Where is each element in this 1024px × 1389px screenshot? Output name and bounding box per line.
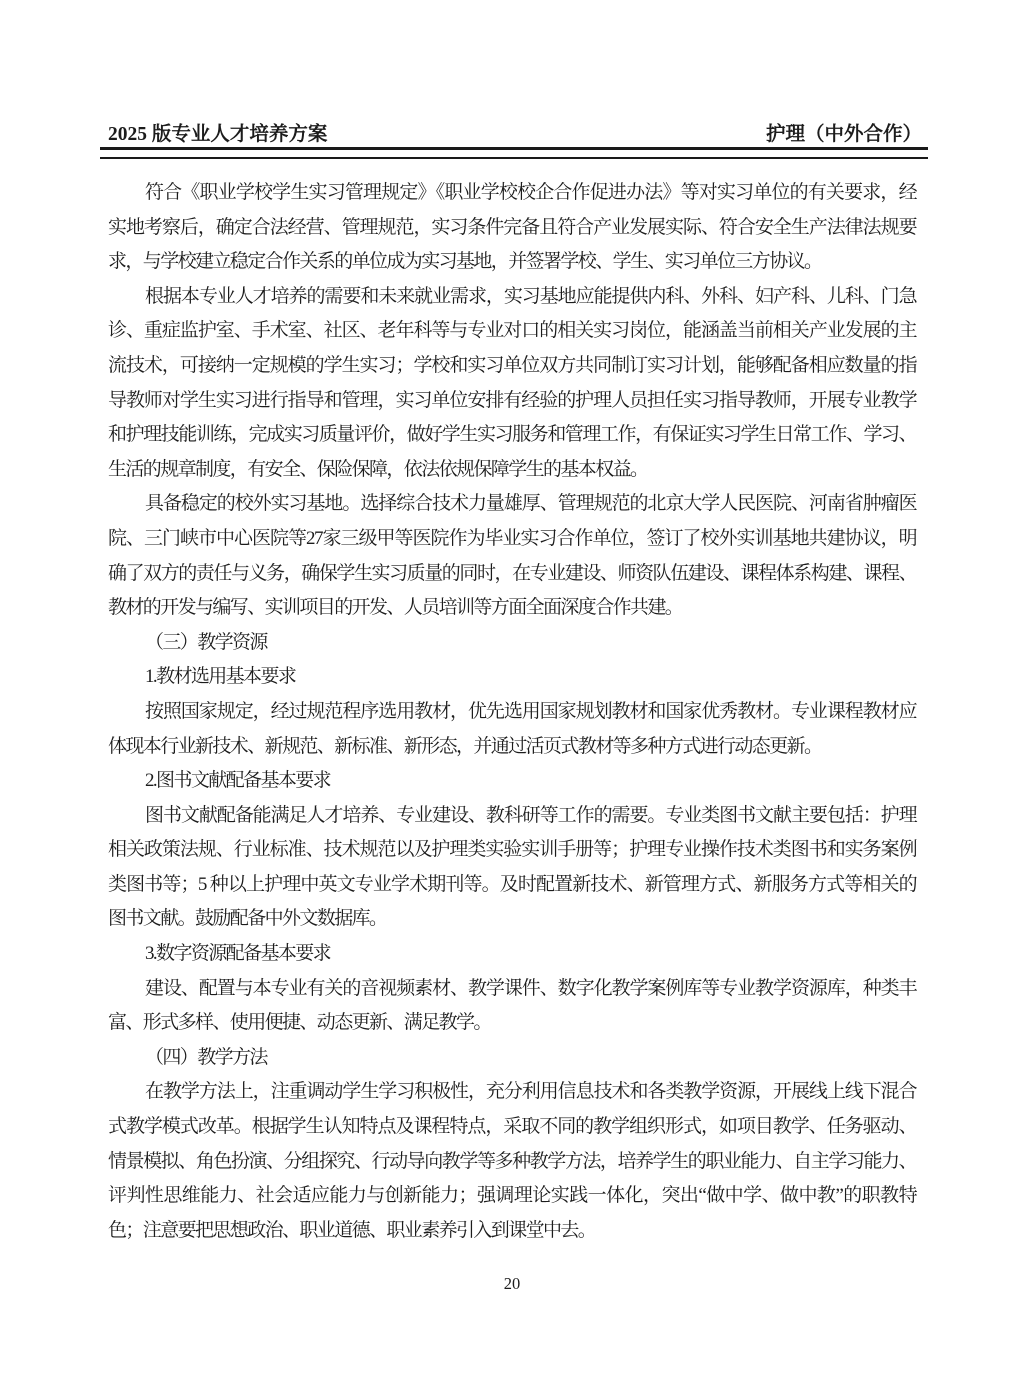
paragraph	[108, 764, 916, 799]
text-line: 评判性思维能力、社会适应能力与创新能力；强调理论实践一体化，突出“做中学、做中教”的职教特	[108, 1185, 916, 1207]
text-line: 类图书等；5 种以上护理中英文专业学术期刊等。及时配置新技术、新管理方式、新服务方式等相关的	[108, 873, 916, 895]
page-header	[108, 118, 922, 146]
text-line: 按照国家规定，经过规范程序选用教材，优先选用国家规划教材和国家优秀教材。专业课程教材应	[145, 700, 916, 722]
paragraph	[108, 972, 916, 1041]
text-line: 和护理技能训练，完成实习质量评价，做好学生实习服务和管理工作，有保证实习学生日常工作、学习、	[108, 424, 916, 446]
text-line: 2.图书文献配备基本要求	[145, 770, 331, 792]
page-footer	[0, 1274, 1024, 1294]
text-line: 院、三门峡市中心医院等27家三级甲等医院作为毕业实习合作单位，签订了校外实训基地共建协议，明	[108, 527, 916, 549]
paragraph	[108, 695, 916, 764]
paragraph	[108, 280, 916, 488]
header-double-rule	[100, 147, 928, 159]
text-line: 图书文献配备能满足人才培养、专业建设、教科研等工作的需要。专业类图书文献主要包括：护理	[145, 804, 916, 826]
text-line: 体现本行业新技术、新规范、新标准、新形态，并通过活页式教材等多种方式进行动态更新。	[108, 735, 822, 757]
text-line: 生活的规章制度，有安全、保险保障，依法依规保障学生的基本权益。	[108, 458, 648, 480]
text-line: 情景模拟、角色扮演、分组探究、行动导向教学等多种教学方法，培养学生的职业能力、自主学习能力、	[108, 1150, 916, 1172]
paragraph	[108, 1041, 916, 1076]
text-line: 教材的开发与编写、实训项目的开发、人员培训等方面全面深度合作共建。	[108, 597, 683, 619]
text-line: 建设、配置与本专业有关的音视频素材、教学课件、数字化教学案例库等专业教学资源库，种类丰	[145, 977, 916, 999]
page-number: 20	[503, 1274, 521, 1293]
paragraph	[108, 626, 916, 661]
text-line: 导教师对学生实习进行指导和管理，实习单位安排有经验的护理人员担任实习指导教师，开展专业教学	[108, 389, 916, 411]
paragraph	[108, 1075, 916, 1248]
text-line: 实地考察后，确定合法经营、管理规范，实习条件完备且符合产业发展实际、符合安全生产法律法规要	[108, 216, 916, 238]
text-line: 富、形式多样、使用便捷、动态更新、满足教学。	[108, 1012, 491, 1034]
text-line: 流技术，可接纳一定规模的学生实习；学校和实习单位双方共同制订实习计划，能够配备相应数量的指	[108, 354, 916, 376]
text-line: 在教学方法上，注重调动学生学习积极性，充分利用信息技术和各类教学资源，开展线上线下混合	[145, 1081, 916, 1103]
header-right-title: 护理（中外合作）	[765, 124, 922, 145]
text-line: （三）教学资源	[145, 631, 267, 653]
paragraph	[108, 937, 916, 972]
document-body	[108, 176, 916, 1248]
header-left-title: 2025 版专业人才培养方案	[108, 124, 328, 145]
paragraph	[108, 487, 916, 625]
text-line: 式教学模式改革。根据学生认知特点及课程特点，采取不同的教学组织形式，如项目教学、任务驱动、	[108, 1116, 916, 1138]
text-line: 1.教材选用基本要求	[145, 666, 296, 688]
text-line: 符合《职业学校学生实习管理规定》《职业学校校企合作促进办法》等对实习单位的有关要求，经	[145, 182, 916, 203]
text-line: 图书文献。鼓励配备中外文数据库。	[108, 908, 387, 930]
text-line: 确了双方的责任与义务，确保学生实习质量的同时，在专业建设、师资队伍建设、课程体系构建、课程、	[108, 562, 916, 584]
text-line: 诊、重症监护室、手术室、社区、老年科等与专业对口的相关实习岗位，能涵盖当前相关产业发展的主	[108, 320, 916, 342]
paragraph	[108, 660, 916, 695]
text-line: 根据本专业人才培养的需要和未来就业需求，实习基地应能提供内科、外科、妇产科、儿科、门急	[145, 285, 916, 307]
paragraph	[108, 799, 916, 937]
text-line: 求，与学校建立稳定合作关系的单位成为实习基地，并签署学校、学生、实习单位三方协议。	[108, 251, 822, 273]
text-line: 具备稳定的校外实习基地。选择综合技术力量雄厚、管理规范的北京大学人民医院、河南省肿瘤医	[145, 493, 916, 515]
paragraph	[108, 176, 916, 280]
text-line: 色；注意要把思想政治、职业道德、职业素养引入到课堂中去。	[108, 1219, 596, 1241]
text-line: 相关政策法规、行业标准、技术规范以及护理类实验实训手册等；护理专业操作技术类图书和实务案例	[108, 839, 916, 861]
text-line: 3.数字资源配备基本要求	[145, 943, 331, 965]
text-line: （四）教学方法	[145, 1046, 267, 1068]
